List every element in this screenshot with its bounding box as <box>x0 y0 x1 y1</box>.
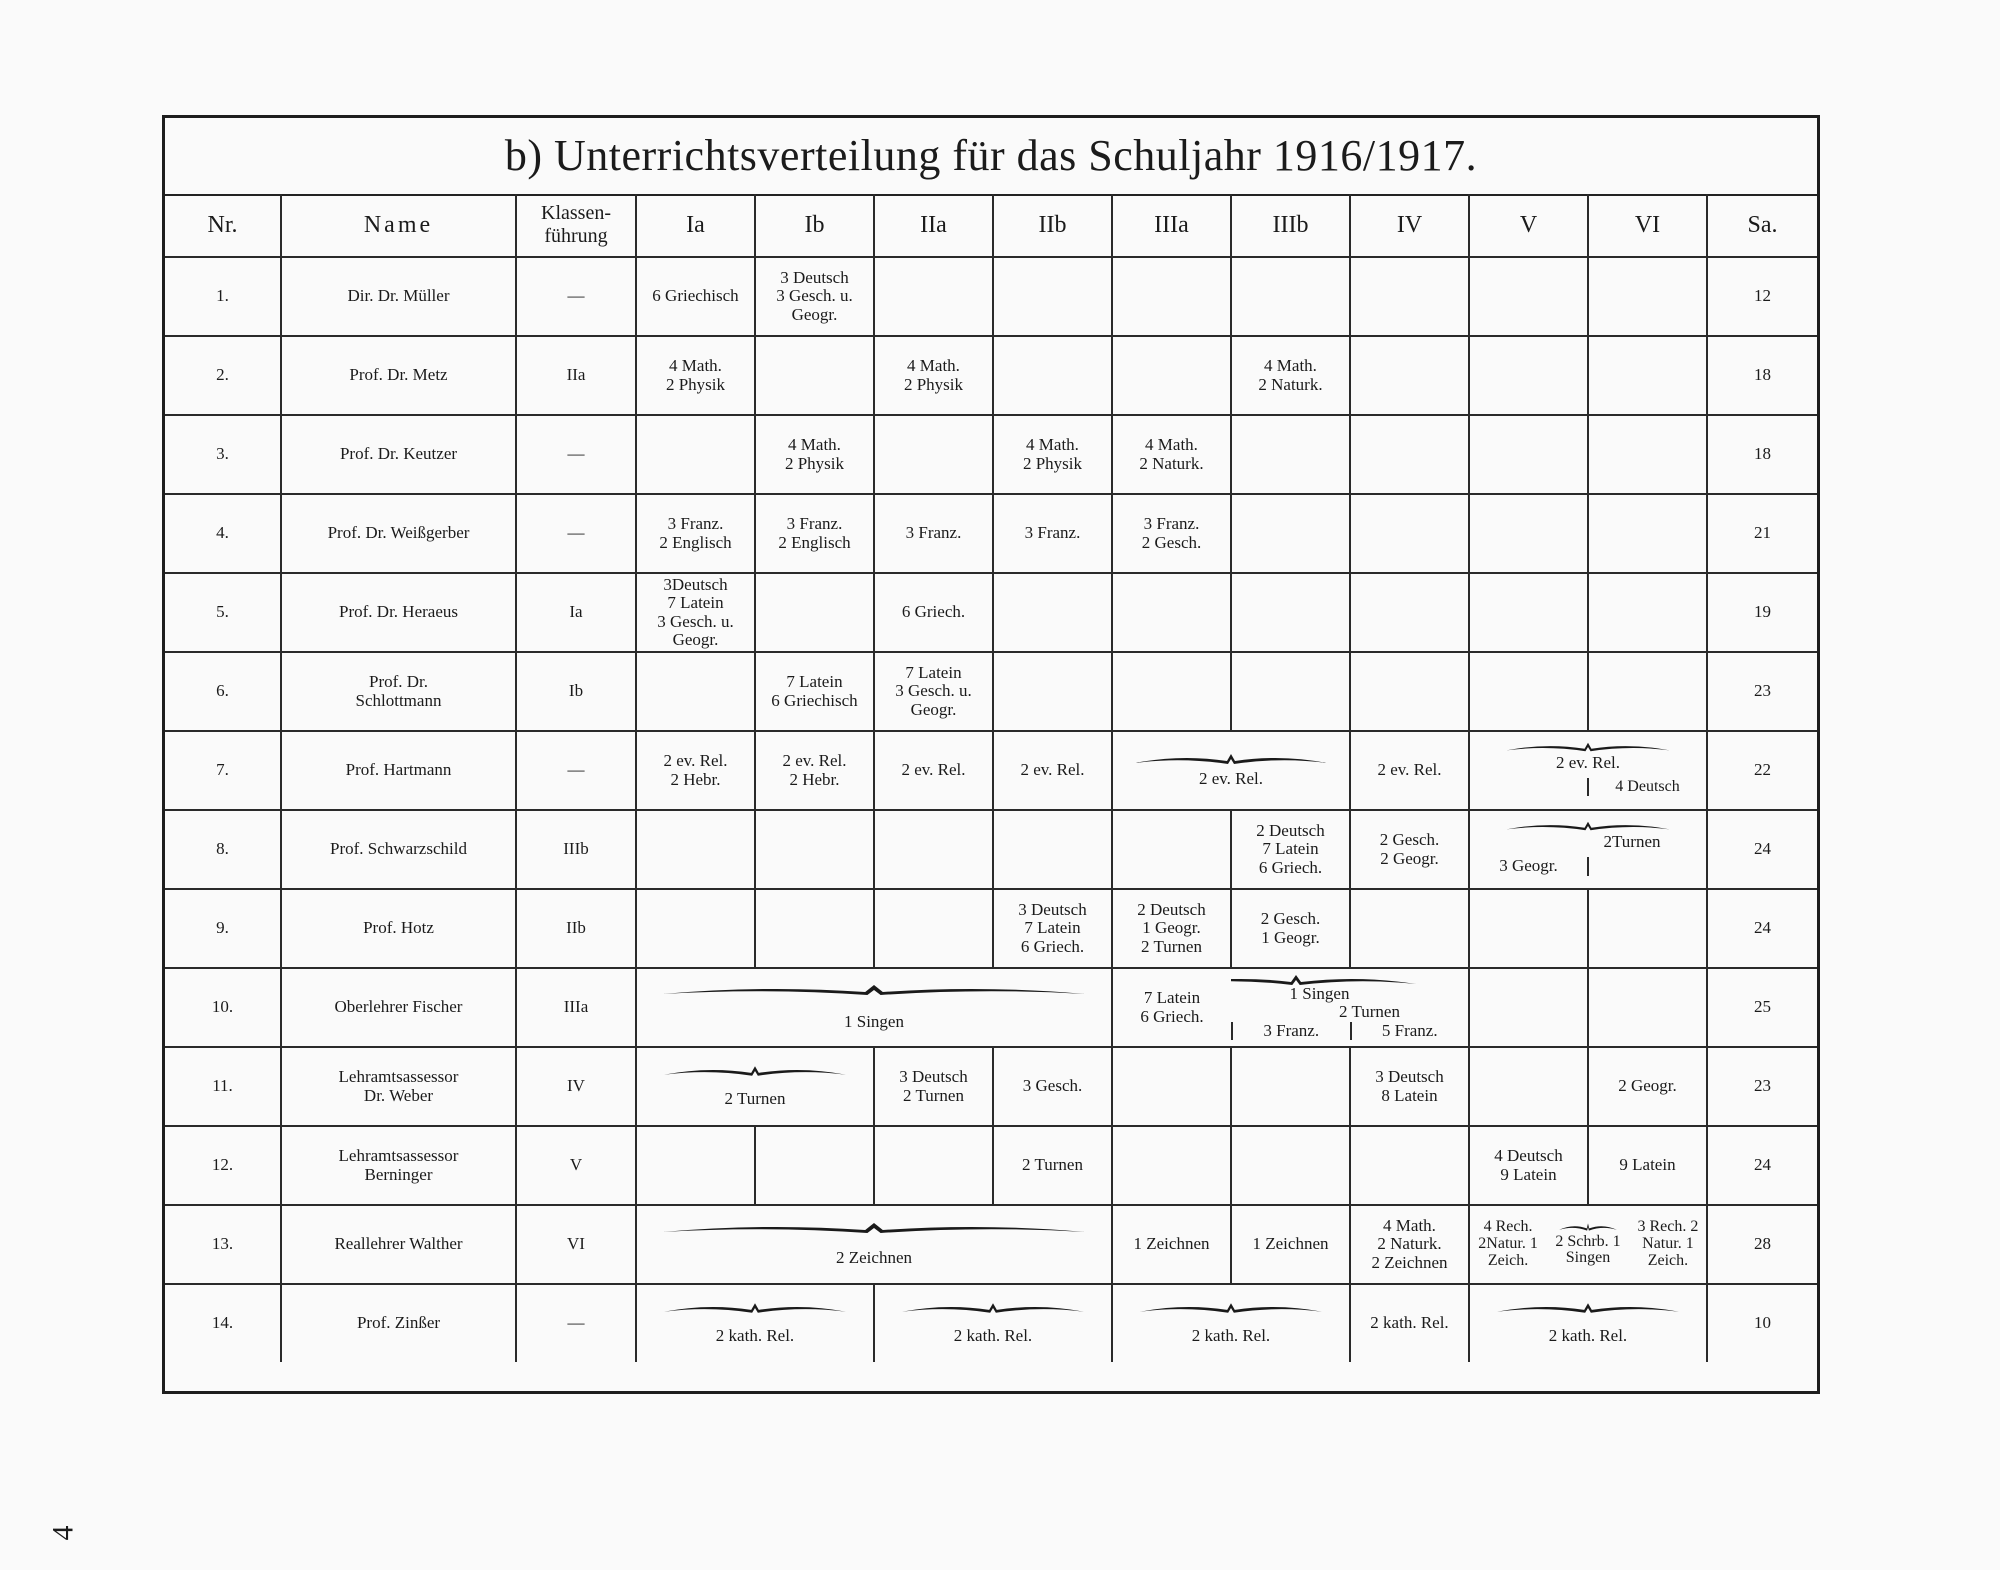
header-ia: Ia <box>636 194 755 257</box>
table-row <box>165 573 1817 652</box>
page-number: 4 <box>46 1525 80 1541</box>
cell-ib <box>755 573 874 652</box>
header-ib: Ib <box>755 194 874 257</box>
cell-ib <box>755 336 874 415</box>
cell-vi <box>1588 573 1707 652</box>
cell-v <box>1469 573 1588 652</box>
cell-iiia <box>1112 573 1231 652</box>
cell-iiib <box>1231 573 1350 652</box>
cell-iiib: 4 Math. 2 Naturk. <box>1231 336 1350 415</box>
cell-iib <box>993 652 1112 731</box>
cell-ib: 3 Deutsch 3 Gesch. u. Geogr. <box>755 257 874 336</box>
row-nr: 11. <box>165 1047 281 1126</box>
table-row <box>165 731 1817 810</box>
cell-iiia: 2 Deutsch 1 Geogr. 2 Turnen <box>1112 889 1231 968</box>
cell-iiia <box>1112 336 1231 415</box>
cell-text: 2 Schrb. 1 Singen <box>1555 1232 1621 1267</box>
row-nr: 6. <box>165 652 281 731</box>
row-nr: 2. <box>165 336 281 415</box>
page-title: b) Unterrichtsverteilung für das Schuljahr 1916/1917. <box>165 118 1817 196</box>
cell-v: 4 Rech. 2Natur. 1 Zeich. <box>1478 1218 1538 1269</box>
cell-iib: 3 Franz. <box>993 494 1112 573</box>
table-row <box>165 1284 1817 1362</box>
header-iiib: IIIb <box>1231 194 1350 257</box>
header-sa: Sa. <box>1707 194 1817 257</box>
cell-iiib <box>1231 652 1350 731</box>
cell-ia: 2 ev. Rel. 2 Hebr. <box>636 731 755 810</box>
cell-ia: 6 Griechisch <box>636 257 755 336</box>
cell-ib <box>755 810 874 889</box>
row-sum: 24 <box>1707 889 1817 968</box>
cell-iiia-iiib <box>1112 731 1350 810</box>
row-name: Prof. Zinßer <box>281 1284 516 1362</box>
cell-iv <box>1350 336 1469 415</box>
row-name: Reallehrer Walther <box>281 1205 516 1284</box>
brace-icon <box>660 1301 850 1315</box>
row-sum: 23 <box>1707 1047 1817 1126</box>
cell-text: 1 Singen <box>1289 984 1350 1003</box>
row-sum: 22 <box>1707 731 1817 810</box>
brace-icon <box>654 1221 1094 1235</box>
cell-ia: 4 Math. 2 Physik <box>636 336 755 415</box>
row-sum: 23 <box>1707 652 1817 731</box>
schedule-table-frame <box>162 115 1820 1394</box>
header-vi: VI <box>1588 194 1707 257</box>
header-name: Name <box>281 194 516 257</box>
cell-vi <box>1588 494 1707 573</box>
row-name: Lehramtsassessor Dr. Weber <box>281 1047 516 1126</box>
row-klassenfuehrung: V <box>516 1126 636 1205</box>
row-klassenfuehrung: — <box>516 257 636 336</box>
row-name: Prof. Dr. Schlottmann <box>281 652 516 731</box>
row-nr: 4. <box>165 494 281 573</box>
row-nr: 10. <box>165 968 281 1047</box>
cell-ib: 2 ev. Rel. 2 Hebr. <box>755 731 874 810</box>
cell-iiib-iv <box>1231 968 1469 1047</box>
row-sum: 18 <box>1707 415 1817 494</box>
cell-iia-iib <box>874 1284 1112 1362</box>
cell-v-vi <box>1469 731 1707 810</box>
cell-text: 2 kath. Rel. <box>953 1326 1033 1346</box>
row-name: Prof. Dr. Weißgerber <box>281 494 516 573</box>
row-sum: 24 <box>1707 810 1817 889</box>
cell-iib: 3 Deutsch 7 Latein 6 Griech. <box>993 889 1112 968</box>
row-name: Prof. Hartmann <box>281 731 516 810</box>
brace-icon <box>1503 740 1673 754</box>
cell-iiib <box>1231 257 1350 336</box>
table-row <box>165 652 1817 731</box>
cell-iiia <box>1112 1047 1231 1126</box>
cell-text: 2 ev. Rel. <box>1198 769 1264 789</box>
header-v: V <box>1469 194 1588 257</box>
cell-iia <box>874 257 993 336</box>
cell-iiia <box>1112 652 1231 731</box>
brace-icon <box>1136 1301 1326 1315</box>
header-klassenfuehrung: Klassen- führung <box>516 194 636 257</box>
cell-iv <box>1350 415 1469 494</box>
row-nr: 7. <box>165 731 281 810</box>
row-nr: 13. <box>165 1205 281 1284</box>
cell-ia-ib <box>636 1047 874 1126</box>
table-row <box>165 889 1817 968</box>
row-name: Lehramtsassessor Berninger <box>281 1126 516 1205</box>
cell-ib: 7 Latein 6 Griechisch <box>755 652 874 731</box>
row-klassenfuehrung: IIa <box>516 336 636 415</box>
cell-ia-ib <box>636 1284 874 1362</box>
cell-v <box>1469 1047 1588 1126</box>
row-nr: 3. <box>165 415 281 494</box>
brace-icon <box>1558 1222 1618 1232</box>
table-row <box>165 336 1817 415</box>
cell-iv: 2 Gesch. 2 Geogr. <box>1350 810 1469 889</box>
row-sum: 10 <box>1707 1284 1817 1362</box>
header-iia: IIa <box>874 194 993 257</box>
row-sum: 21 <box>1707 494 1817 573</box>
cell-v <box>1469 494 1588 573</box>
table-row <box>165 1126 1817 1205</box>
cell-iia <box>874 415 993 494</box>
cell-iia: 6 Griech. <box>874 573 993 652</box>
row-nr: 12. <box>165 1126 281 1205</box>
row-klassenfuehrung: IV <box>516 1047 636 1126</box>
cell-text: 2 kath. Rel. <box>1548 1326 1628 1346</box>
cell-text: 2 ev. Rel. <box>1555 753 1621 772</box>
cell-text: 2 kath. Rel. <box>1191 1326 1271 1346</box>
cell-vi <box>1588 415 1707 494</box>
row-sum: 18 <box>1707 336 1817 415</box>
header-iv: IV <box>1350 194 1469 257</box>
cell-iia: 7 Latein 3 Gesch. u. Geogr. <box>874 652 993 731</box>
brace-icon <box>654 983 1094 997</box>
row-klassenfuehrung: — <box>516 731 636 810</box>
brace-icon <box>1493 1301 1683 1315</box>
cell-iiib <box>1231 1126 1350 1205</box>
row-klassenfuehrung: VI <box>516 1205 636 1284</box>
cell-iiib <box>1231 415 1350 494</box>
cell-ia <box>636 1126 755 1205</box>
row-klassenfuehrung: IIIa <box>516 968 636 1047</box>
row-nr: 9. <box>165 889 281 968</box>
cell-iiib: 2 Gesch. 1 Geogr. <box>1231 889 1350 968</box>
row-name: Oberlehrer Fischer <box>281 968 516 1047</box>
row-klassenfuehrung: Ia <box>516 573 636 652</box>
cell-ia-iib <box>636 1205 1112 1284</box>
header-row <box>165 194 1817 257</box>
header-iib: IIb <box>993 194 1112 257</box>
cell-vi <box>1588 968 1707 1047</box>
cell-v-vi <box>1469 1284 1707 1362</box>
cell-text: 2 Zeichnen <box>836 1248 912 1268</box>
table-row <box>165 810 1817 889</box>
cell-iib: 3 Gesch. <box>993 1047 1112 1126</box>
row-nr: 5. <box>165 573 281 652</box>
cell-ia <box>636 810 755 889</box>
cell-iia: 4 Math. 2 Physik <box>874 336 993 415</box>
cell-iiia: 1 Zeichnen <box>1112 1205 1231 1284</box>
cell-v-vi <box>1469 1205 1707 1284</box>
cell-iia <box>874 810 993 889</box>
row-name: Prof. Dr. Heraeus <box>281 573 516 652</box>
cell-vi: 3 Rech. 2 Natur. 1 Zeich. <box>1637 1218 1699 1269</box>
cell-iiia <box>1112 810 1231 889</box>
cell-iv <box>1350 257 1469 336</box>
row-name: Prof. Dr. Keutzer <box>281 415 516 494</box>
row-sum: 12 <box>1707 257 1817 336</box>
cell-iib <box>993 573 1112 652</box>
cell-iv: 2 kath. Rel. <box>1350 1284 1469 1362</box>
cell-iv: 3 Deutsch 8 Latein <box>1350 1047 1469 1126</box>
cell-v <box>1469 257 1588 336</box>
brace-icon <box>1131 752 1331 766</box>
row-klassenfuehrung: — <box>516 494 636 573</box>
row-klassenfuehrung: IIb <box>516 889 636 968</box>
cell-text: 1 Singen <box>844 1012 904 1032</box>
cell-ib <box>755 889 874 968</box>
cell-ib <box>755 1126 874 1205</box>
cell-iia: 3 Franz. <box>874 494 993 573</box>
cell-iiia <box>1112 1126 1231 1205</box>
cell-vi-extra: 4 Deutsch <box>1587 778 1706 795</box>
row-sum: 25 <box>1707 968 1817 1047</box>
table-row <box>165 968 1817 1047</box>
cell-iiib: 3 Franz. <box>1231 1022 1352 1040</box>
row-sum: 28 <box>1707 1205 1817 1284</box>
cell-iv <box>1350 652 1469 731</box>
cell-iiia-iiib <box>1112 1284 1350 1362</box>
cell-v <box>1469 889 1588 968</box>
row-nr: 8. <box>165 810 281 889</box>
cell-iib: 2 ev. Rel. <box>993 731 1112 810</box>
cell-text: 2 Turnen <box>1339 1002 1400 1022</box>
cell-vi: 9 Latein <box>1588 1126 1707 1205</box>
cell-ia-iib <box>636 968 1112 1047</box>
cell-vi <box>1588 889 1707 968</box>
cell-iiia <box>1112 257 1231 336</box>
cell-v <box>1469 968 1588 1047</box>
cell-iib <box>993 257 1112 336</box>
brace-icon <box>660 1064 850 1078</box>
cell-iia: 2 ev. Rel. <box>874 731 993 810</box>
cell-iiib <box>1231 494 1350 573</box>
cell-iv <box>1350 1126 1469 1205</box>
cell-vi <box>1588 652 1707 731</box>
cell-iiia: 7 Latein 6 Griech. <box>1112 968 1231 1047</box>
row-sum: 19 <box>1707 573 1817 652</box>
row-klassenfuehrung: — <box>516 1284 636 1362</box>
header-nr: Nr. <box>165 194 281 257</box>
cell-iv: 4 Math. 2 Naturk. 2 Zeichnen <box>1350 1205 1469 1284</box>
brace-icon <box>898 1301 1088 1315</box>
cell-ia: 3 Franz. 2 Englisch <box>636 494 755 573</box>
cell-iib <box>993 810 1112 889</box>
row-sum: 24 <box>1707 1126 1817 1205</box>
table-row <box>165 1205 1817 1284</box>
cell-iib: 4 Math. 2 Physik <box>993 415 1112 494</box>
cell-ia <box>636 652 755 731</box>
row-klassenfuehrung: IIIb <box>516 810 636 889</box>
cell-v: 4 Deutsch 9 Latein <box>1469 1126 1588 1205</box>
cell-v <box>1469 652 1588 731</box>
cell-vi: 2 Geogr. <box>1588 1047 1707 1126</box>
table-row <box>165 257 1817 336</box>
row-nr: 1. <box>165 257 281 336</box>
cell-ia <box>636 889 755 968</box>
cell-iv <box>1350 573 1469 652</box>
cell-ib: 4 Math. 2 Physik <box>755 415 874 494</box>
cell-iiib: 1 Zeichnen <box>1231 1205 1350 1284</box>
brace-icon <box>1503 819 1673 833</box>
cell-v <box>1469 336 1588 415</box>
cell-iv: 5 Franz. <box>1381 1020 1438 1040</box>
row-name: Dir. Dr. Müller <box>281 257 516 336</box>
table-row <box>165 1047 1817 1126</box>
cell-text: 2Turnen <box>1603 832 1661 851</box>
cell-iiib: 2 Deutsch 7 Latein 6 Griech. <box>1231 810 1350 889</box>
cell-iia <box>874 1126 993 1205</box>
cell-iib: 2 Turnen <box>993 1126 1112 1205</box>
row-name: Prof. Hotz <box>281 889 516 968</box>
cell-v <box>1469 415 1588 494</box>
cell-ia <box>636 415 755 494</box>
cell-v-extra: 3 Geogr. <box>1470 857 1589 875</box>
header-iiia: IIIa <box>1112 194 1231 257</box>
row-name: Prof. Dr. Metz <box>281 336 516 415</box>
row-name: Prof. Schwarzschild <box>281 810 516 889</box>
row-klassenfuehrung: — <box>516 415 636 494</box>
cell-iv <box>1350 889 1469 968</box>
cell-iv <box>1350 494 1469 573</box>
row-klassenfuehrung: Ib <box>516 652 636 731</box>
cell-iib <box>993 336 1112 415</box>
schedule-table <box>165 194 1817 1362</box>
cell-vi <box>1588 257 1707 336</box>
cell-ib: 3 Franz. 2 Englisch <box>755 494 874 573</box>
row-nr: 14. <box>165 1284 281 1362</box>
cell-text: 2 kath. Rel. <box>715 1326 795 1346</box>
cell-text: 2 Turnen <box>724 1089 786 1109</box>
cell-v-vi <box>1469 810 1707 889</box>
table-row <box>165 494 1817 573</box>
cell-iiib <box>1231 1047 1350 1126</box>
table-row <box>165 415 1817 494</box>
cell-iiia: 3 Franz. 2 Gesch. <box>1112 494 1231 573</box>
cell-ia: 3Deutsch 7 Latein 3 Gesch. u. Geogr. <box>636 573 755 652</box>
cell-iiia: 4 Math. 2 Naturk. <box>1112 415 1231 494</box>
cell-vi <box>1588 336 1707 415</box>
cell-iv: 2 ev. Rel. <box>1350 731 1469 810</box>
cell-iia: 3 Deutsch 2 Turnen <box>874 1047 993 1126</box>
cell-iia <box>874 889 993 968</box>
